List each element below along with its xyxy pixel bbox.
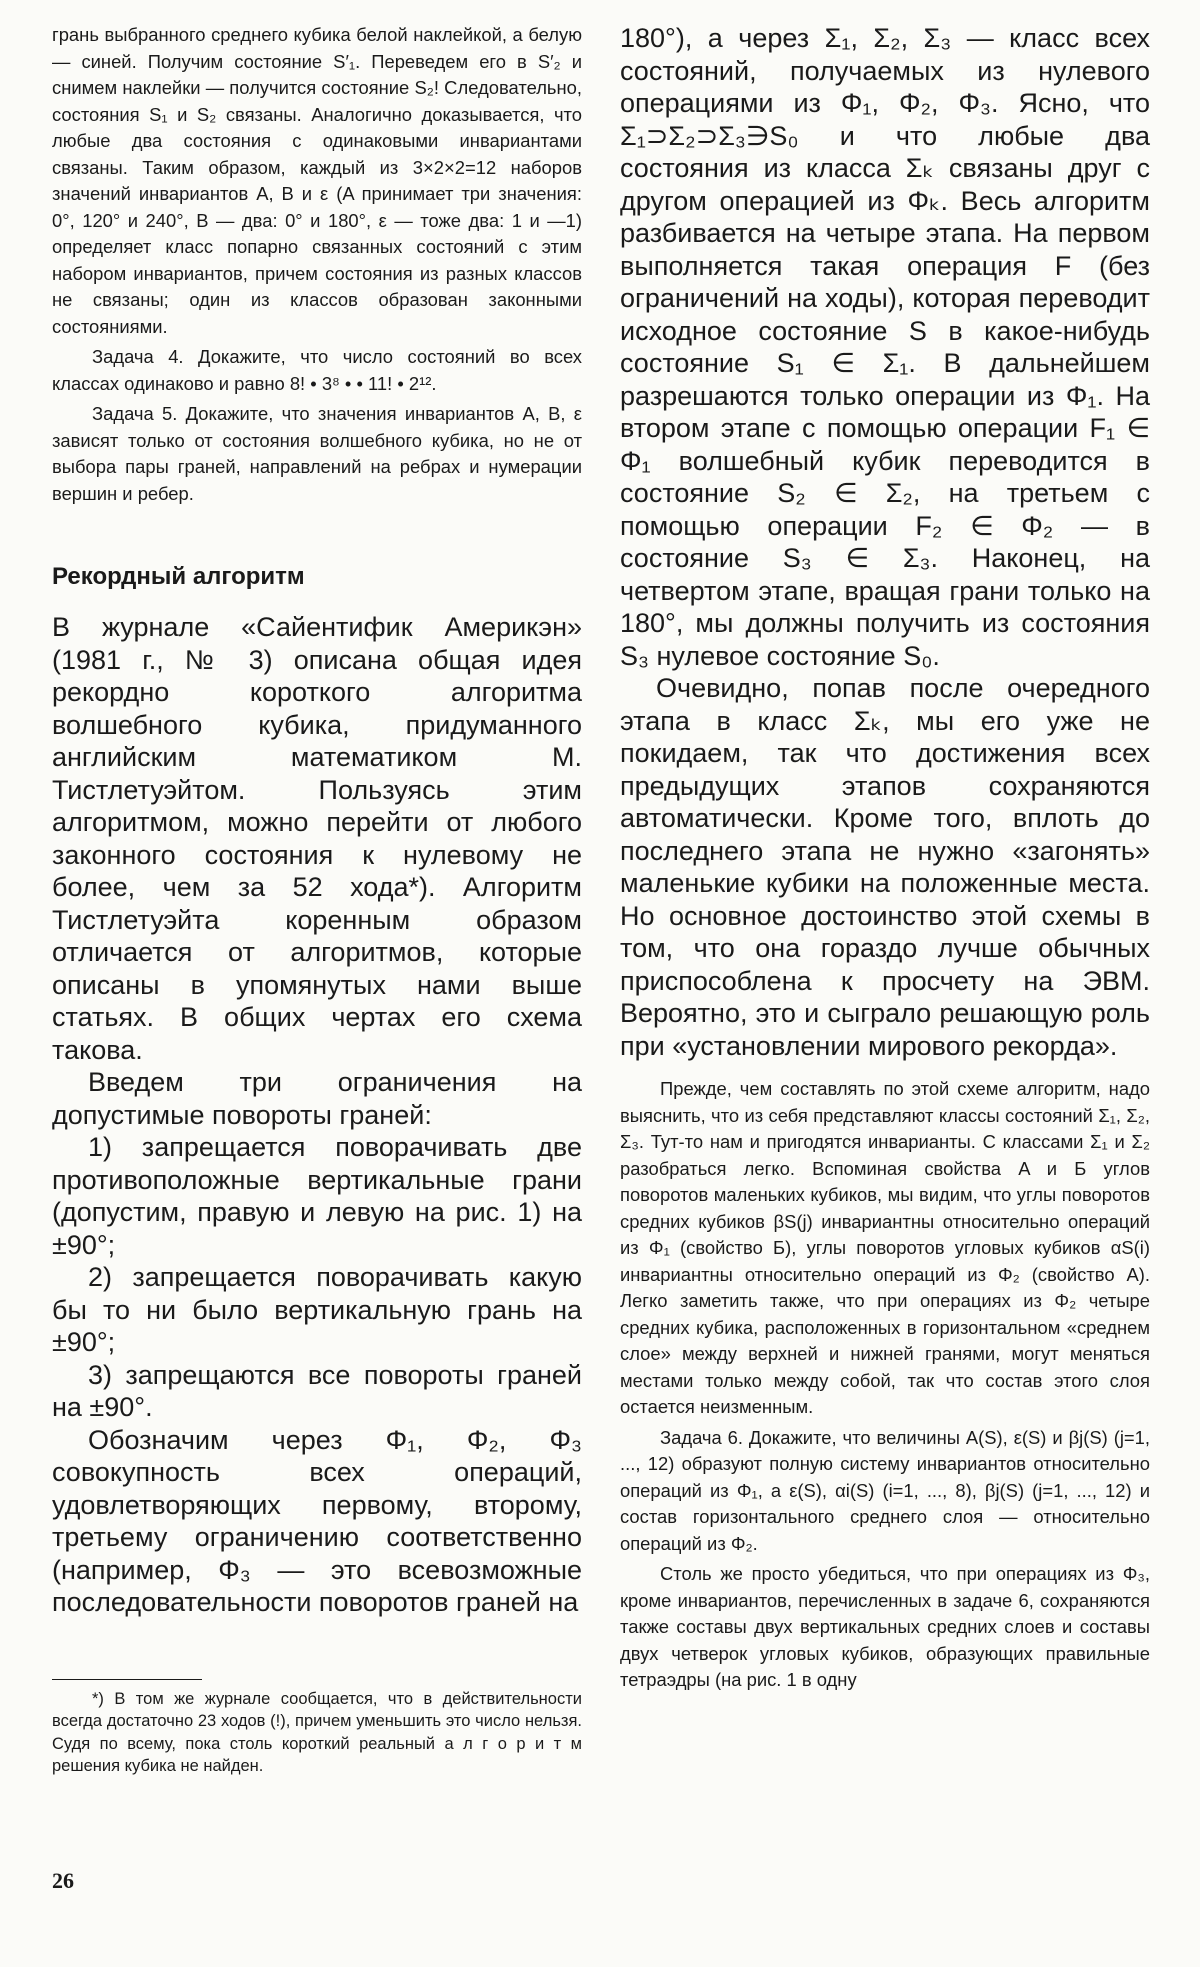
paragraph-continuation: грань выбранного среднего кубика белой наклейкой, а белую — синей. Получим состояние S′₁. Переведем его в S′₂ и снимем наклейки — получится состояние S₂! Следовательно, состояния S₁ и S₂ связаны. Аналогично доказывается, что любые два состояния с одинаковыми инвариантами связаны. Таким образом, каждый из 3×2×2=12 наборов значений инвариантов A, B и ε (A принимает три значения: 0°, 120° и 240°, B — два: 0° и 180°, ε — тоже два: 1 и —1) определяет класс попарно связанных состояний с этим набором инвариантов, причем состояния из разных классов не связаны; один из классов образован законными состояниями. [52, 24, 582, 337]
task-5: Задача 5. Докажите, что значения инвариантов A, B, ε зависят только от состояния волшебного кубика, но не от выбора пары граней, направлений на ребрах и нумерации вершин и ребер. [52, 403, 582, 504]
paragraph-intro: В журнале «Сайентифик Америкэн» (1981 г., № 3) описана общая идея рекордно короткого алгоритма волшебного кубика, придуманного английским математиком М. Тистлетуэйтом. Пользуясь этим алгоритмом, можно перейти от любого законного состояния к нулевому не более, чем за 52 хода*). Алгоритм Тистлетуэйта коренным образом отличается от алгоритмов, которые описаны в упомянутых нами выше статьях. В общих чертах его схема такова. [52, 612, 582, 1065]
section-title: Рекордный алгоритм [52, 563, 305, 590]
right-column [620, 22, 1150, 1694]
footnote-divider [52, 1679, 202, 1680]
task-6: Задача 6. Докажите, что величины A(S), ε(S) и βj(S) (j=1, ..., 12) образуют полную систему инвариантов относительно операций из Φ₁, а ε(S), αi(S) (i=1, ..., 8), βj(S) (j=1, ..., 12) и состав горизонтального среднего слоя — относительно операций из Φ₂. [620, 1426, 1150, 1554]
paragraph-phi: Обозначим через Φ₁, Φ₂, Φ₃ совокупность всех операций, удовлетворяющих первому, второму, третьему ограничению соответственно (например, Φ₃ — это всевозможные последовательности поворотов граней на [52, 1424, 582, 1617]
page-number: 26 [52, 1868, 74, 1893]
paragraph-restrictions: Введем три ограничения на допустимые повороты граней: [52, 1067, 582, 1130]
footnote: *) В том же журнале сообщается, что в действительности всегда достаточно 23 ходов (!), причем уменьшить это число нельзя. Судя по всему, пока столь короткий реальный а л г о р и т м решения кубика не найден. [52, 1689, 582, 1775]
restriction-3: 3) запрещаются все повороты граней на ±90°. [52, 1359, 582, 1422]
paragraph-invariants: Прежде, чем составлять по этой схеме алгоритм, надо выяснить, что из себя представляют классы состояний Σ₁, Σ₂, Σ₃. Тут-то нам и пригодятся инварианты. С классами Σ₁ и Σ₂ разобраться легко. Вспоминая свойства A и Б углов поворотов маленьких кубиков, мы видим, что углы поворотов средних кубиков βS(j) инвариантны относительно операций из Φ₁ (свойство Б), углы поворотов угловых кубиков αS(i) инвариантны относительно операций из Φ₂ (свойство A). Легко заметить также, что при операциях из Φ₂ четыре средних кубика, расположенных в горизонтальном «среднем слое» между верхней и нижней гранями, могут меняться местами только между собой, так что состав этого слоя остается неизменным. [620, 1078, 1150, 1417]
left-column [52, 22, 582, 1778]
task-4: Задача 4. Докажите, что число состояний во всех классах одинаково и равно 8! • 3⁸ • • 11! • 2¹². [52, 346, 582, 394]
paragraph-obvious: Очевидно, попав после очередного этапа в класс Σₖ, мы его уже не покидаем, так что достижения всех предыдущих этапов сохраняются автоматически. Кроме того, вплоть до последнего этапа не нужно «загонять» маленькие кубики на положенные места. Но основное достоинство этой схемы в том, что она гораздо лучше обычных приспособлена к просчету на ЭВМ. Вероятно, это и сыграло решающую роль при «установлении мирового рекорда». [620, 673, 1150, 1061]
paragraph-phi3: Столь же просто убедиться, что при операциях из Φ₃, кроме инвариантов, перечисленных в задаче 6, сохраняются также составы двух вертикальных средних слоев и составы двух четверок угловых кубиков, образующих правильные тетраэдры (на рис. 1 в одну [620, 1563, 1150, 1690]
restriction-1: 1) запрещается поворачивать две противоположные вертикальные грани (допустим, правую и левую на рис. 1) на ±90°; [52, 1132, 582, 1260]
paragraph-algorithm-stages: 180°), а через Σ₁, Σ₂, Σ₃ — класс всех состояний, получаемых из нулевого операциями из Φ₁, Φ₂, Φ₃. Ясно, что Σ₁⊃Σ₂⊃Σ₃∋S₀ и что любые два состояния из класса Σₖ связаны друг с другом операцией из Φₖ. Весь алгоритм разбивается на четыре этапа. На первом выполняется такая операция F (без ограничений на ходы), которая переводит исходное состояние S в какое-нибудь состояние S₁ ∈ Σ₁. В дальнейшем разрешаются только операции из Φ₁. На втором этапе с помощью операции F₁ ∈ Φ₁ волшебный кубик переводится в состояние S₂ ∈ Σ₂, на третьем с помощью операции F₂ ∈ Φ₂ — в состояние S₃ ∈ Σ₃. Наконец, на четвертом этапе, вращая грани только на 180°, мы должны получить из состояния S₃ нулевое состояние S₀. [620, 23, 1150, 671]
restriction-2: 2) запрещается поворачивать какую бы то ни было вертикальную грань на ±90°; [52, 1262, 582, 1357]
